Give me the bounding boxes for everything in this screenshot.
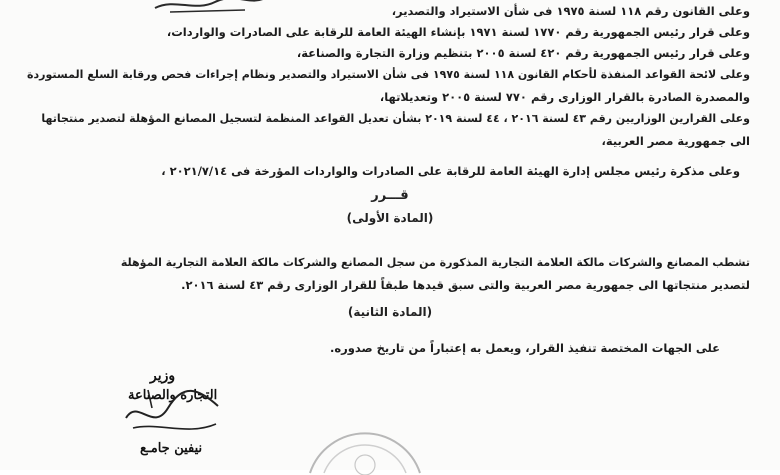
signature-scribble [118,378,228,448]
article-two-text: على الجهات المختصة تنفيذ القرار، ويعمل به إعتباراً من تاريخ صدوره. [329,341,720,355]
preamble-line: الى جمهورية مصر العربية، [601,134,750,148]
preamble-line: وعلى قرار رئيس الجمهورية رقم ١٧٧٠ لسنة ١٩٧١ بإنشاء الهيئة العامة للرقابة على الصادرات والواردات، [166,25,750,39]
article-one-text: تشطب المصانع والشركات مالكة العلامة التجارية المذكورة من سجل المصانع والشركات مالكة العلامة التجارية المؤهلة [120,256,750,269]
article-two-heading: (المادة الثانية) [347,305,433,319]
preamble-line: وعلى مذكرة رئيس مجلس إدارة الهيئة العامة للرقابة على الصادرات والواردات المؤرخة فى ٢٠٢١/٧/١٤ ، [161,164,740,178]
handwritten-mark [150,0,270,16]
article-one-heading: (المادة الأولى) [346,211,434,225]
signatory-title: وزير [150,368,176,384]
seal-stamp [300,405,430,475]
decision-heading: قـــرر [371,188,409,203]
signatory-title: التجارة والصناعة [128,388,218,403]
preamble-line: والمصدرة الصادرة بالقرار الوزارى رقم ٧٧٠ لسنة ٢٠٠٥ وتعديلاتها، [379,90,750,104]
preamble-line: وعلى لائحة القواعد المنفذة لأحكام القانون ١١٨ لسنة ١٩٧٥ فى شأن الاستيراد والتصدير ونظام إجراءات فحص ورقابة السلع المستوردة [27,68,750,81]
preamble-line: وعلى قرار رئيس الجمهورية رقم ٤٢٠ لسنة ٢٠٠٥ بتنظيم وزارة التجارة والصناعة، [296,46,750,60]
preamble-line: وعلى القرارين الوزاريين رقم ٤٣ لسنة ٢٠١٦ ، ٤٤ لسنة ٢٠١٩ بشأن تعديل القواعد المنظمة لتسجيل المصانع المؤهلة لتصدير منتجاتها [41,112,750,125]
signatory-name: نيفين جامـع [140,441,203,456]
article-one-text: لتصدير منتجاتها الى جمهورية مصر العربية والتى سبق قيدها طبقاً للقرار الوزارى رقم ٤٣ لسنة ٢٠١٦. [181,278,750,292]
preamble-line: وعلى القانون رقم ١١٨ لسنة ١٩٧٥ فى شأن الاستيراد والتصدير، [391,4,750,18]
